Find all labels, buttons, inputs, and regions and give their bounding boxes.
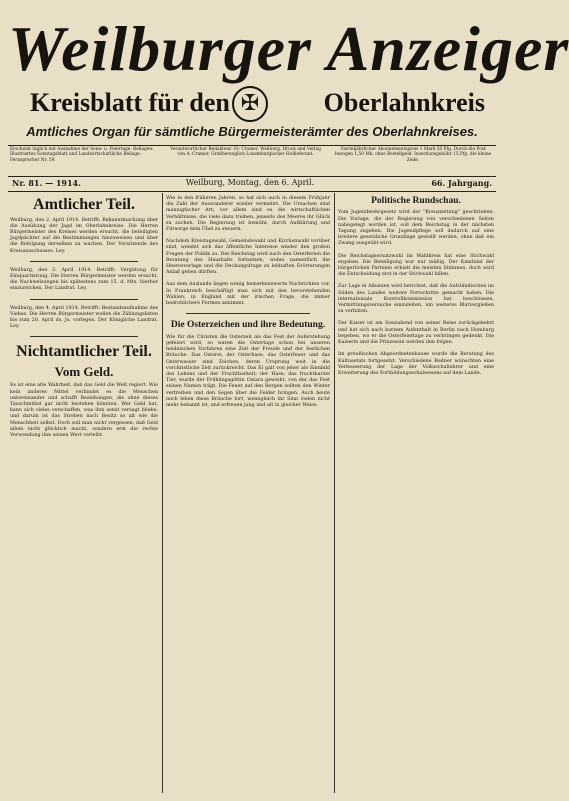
issue-year: 66. Jahrgang. — [431, 178, 492, 188]
article-paragraph: Wie in den früheren Jahren, so hat sich auch in diesem Frühjahr die Zahl der Auswanderer wieder vermehrt. Die Ursachen sind mannigfacher Art; vor allem sind es die wirtschaftlichen Verhältnisse, die viele dazu treiben, jenseits des Meeres ihr Glück zu suchen. Die Regierung ist bemüht, durch Aufklärung und Fürsorge dem Übel zu steuern. — [166, 196, 330, 233]
article-paragraph: Der Kaiser ist am Sonnabend von seiner Reise zurückgekehrt und hat sich nach kurzem Aufenthalt in Berlin nach Homburg begeben, wo er die Osterfeiertage zu verbringen gedenkt. Die Kaiserin und die Prinzessin werden ihm folgen. — [338, 321, 494, 346]
issue-date: Weilburg, Montag, den 6. April. — [185, 178, 315, 187]
masthead-subtitle-right: Oberlahnkreis — [323, 88, 485, 117]
column-left — [10, 196, 158, 794]
article-paragraph: Im preußischen Abgeordnetenhause wurde die Beratung des Kultusetats fortgesetzt. Verschiedene Redner wünschten eine Verbesserung der Lage der Volksschullehrer und eine Erweiterung des Fortbildungsschulwesens auf dem Lande. — [338, 352, 494, 376]
info-editor-text: Verantwortlicher Redakteur: Fr. Cramer, Weilburg. Druck und Verlag von A. Cramer, Großherzoglich Luxemburgischer Hoflieferant. — [170, 147, 321, 158]
article-paragraph: Wie für die Christen die Osterzeit als das Fest der Auferstehung gefeiert wird, so waren die Ostertage schon bei unseren heidnischen Vorfahren eine Zeit der Freude und der festlichen Bräuche. Das Osterei, der Osterhase, das Osterfeuer und das Osterwasser sind Zeichen, deren Ursprung weit in die vorchristliche Zeit zurückreicht. Das Ei galt von jeher als Sinnbild des Lebens und der Fruchtbarkeit; der Hase, das fruchtbarste Tier, wurde der Frühlingsgöttin Ostara geweiht, von der das Fest seinen Namen trägt. Die Feuer auf den Bergen sollten den Winter vertreiben und den Segen über die Felder bringen. Auch heute noch leben diese Bräuche fort, wenngleich ihr Sinn vielen nicht mehr bekannt ist, und erfreuen jung und alt in gleicher Weise. — [166, 334, 330, 408]
masthead-tagline: Amtliches Organ für sämtliche Bürgermeisterämter des Oberlahnkreises. — [26, 124, 478, 139]
article-paragraph: Weilburg, den 3. April 1914. Betrifft: Vergütung für Einquartierung. Die Herren Bürgermeister werden ersucht, die Nachweisungen bis spätestens zum 15. d. Mts. hierher einzureichen. Der Landrat. Ley. — [10, 267, 158, 292]
article-paragraph: Die Reichstagsersatzwahl im Wahlkreis hat eine Stichwahl ergeben. Die Beteiligung war nur mäßig. Der Kandidat der bürgerlichen Parteien erhielt die meisten Stimmen, doch wird die Entscheidung erst in der Stichwahl fallen. — [338, 253, 494, 278]
section-heading-unofficial: Nichtamtlicher Teil. — [16, 343, 152, 361]
column-right — [338, 196, 494, 794]
divider — [8, 191, 496, 192]
masthead-subtitle-left: Kreisblatt für den — [30, 88, 230, 117]
issue-number: Nr. 81. — 1914. — [12, 178, 81, 188]
info-price — [332, 147, 494, 175]
article-heading: Vom Geld. — [54, 364, 114, 380]
divider — [186, 313, 310, 314]
section-heading-official: Amtlicher Teil. — [33, 196, 135, 213]
article-paragraph: Zur Lage in Albanien wird berichtet, daß die Aufständischen im Süden des Landes weitere Fortschritte gemacht haben. Die internationale Kontrollkommission hat beschlossen, Vermittlungsversuche einzuleiten, um weiteres Blutvergießen zu verhüten. — [338, 284, 494, 315]
info-price-text: Vierteljährlicher Abonnementspreis 1 Mark 50 Pfg. Durch die Post bezogen 1,50 Mk. ohne Bestellgeld. Insertionsgebühr 15 Pfg. die kleine Zeile. — [334, 147, 492, 163]
article-paragraph: Vom Jugendwehrgesetz wird der "Kreuzzeitung" geschrieben: Die Vorlage, die der Regierung von verschiedenen Seiten nahegelegt worden ist, soll dem Reichstag in der nächsten Tagung zugehen. Die Jugendpflege soll dadurch auf eine breitere gesetzliche Grundlage gestellt werden, ohne daß ein Zwang ausgeübt wird. — [338, 210, 494, 247]
eagle-crest-icon: ✠ — [232, 86, 268, 122]
info-editor — [168, 147, 323, 175]
divider — [30, 261, 138, 262]
divider — [8, 145, 496, 146]
section-heading-politics: Politische Rundschau. — [371, 196, 461, 206]
divider — [30, 336, 138, 337]
article-paragraph: Weilburg, den 2. April 1914. Betrifft: Bekanntmachung über die Ausübung der Jagd im Oberlahnkreise. Die Herren Bürgermeister des Kreises werden ersucht, die beteiligten Jagdpächter auf die Bestimmungen hinzuweisen und über die Befolgung derselben zu wachen. Der Vorsitzende des Kreisausschusses. Ley. — [10, 217, 158, 254]
masthead-title: Weilburger Anzeiger — [8, 13, 569, 84]
article-paragraph: Nachdem Kreistagswahl, Gemeindewahl und Kirchenwahl vorüber sind, wendet sich das öffentliche Interesse wieder den großen Fragen der Politik zu. Der Reichstag wird nach den Osterferien die Beratung des Haushalts fortsetzen, wobei namentlich die Heeresvorlage und die Deckungsfrage zu lebhaften Erörterungen Anlaß geben dürften. — [166, 239, 330, 276]
article-heading: Die Osterzeichen und ihre Bedeutung. — [170, 320, 326, 331]
article-paragraph: Weilburg, den 4. April 1914. Betrifft: Bestandsaufnahme des Viehes. Die Herren Bürgermeister wollen die Zählungslisten bis zum 20. April ds. Js. vorlegen. Der Königliche Landrat. Ley. — [10, 305, 158, 330]
column-divider — [334, 193, 335, 793]
info-publication-text: Erscheint täglich mit Ausnahme der Sonn- u. Feiertage. Beilagen: Illustriertes Sonntagsblatt und Landwirtschaftliche Beilage. Fernsprecher Nr. 59. — [10, 147, 154, 163]
column-divider — [162, 193, 163, 793]
divider — [30, 299, 138, 300]
column-middle — [166, 196, 330, 794]
article-paragraph: Es ist eine alte Wahrheit, daß das Geld die Welt regiert. Wie kein anderes Mittel verbindet es die Menschen untereinander und schafft Beziehungen, die ohne dieses Tauschmittel gar nicht bestehen könnten. Wer Geld hat, kann sich vieles verschaffen, was ihm sonst versagt bliebe, und darum ist das Streben nach Besitz so alt wie die Menschheit selbst. Doch soll man nicht vergessen, daß Geld allein nicht glücklich macht, sondern erst die rechte Verwendung ihm seinen Wert verleiht. — [10, 383, 158, 438]
article-paragraph: Aus dem Auslande liegen wenig bemerkenswerte Nachrichten vor. In Frankreich beschäftigt man sich mit den bevorstehenden Wahlen, in England mit der irischen Frage, die immer bedrohlichere Formen annimmt. — [166, 282, 330, 307]
info-publication — [10, 147, 160, 175]
